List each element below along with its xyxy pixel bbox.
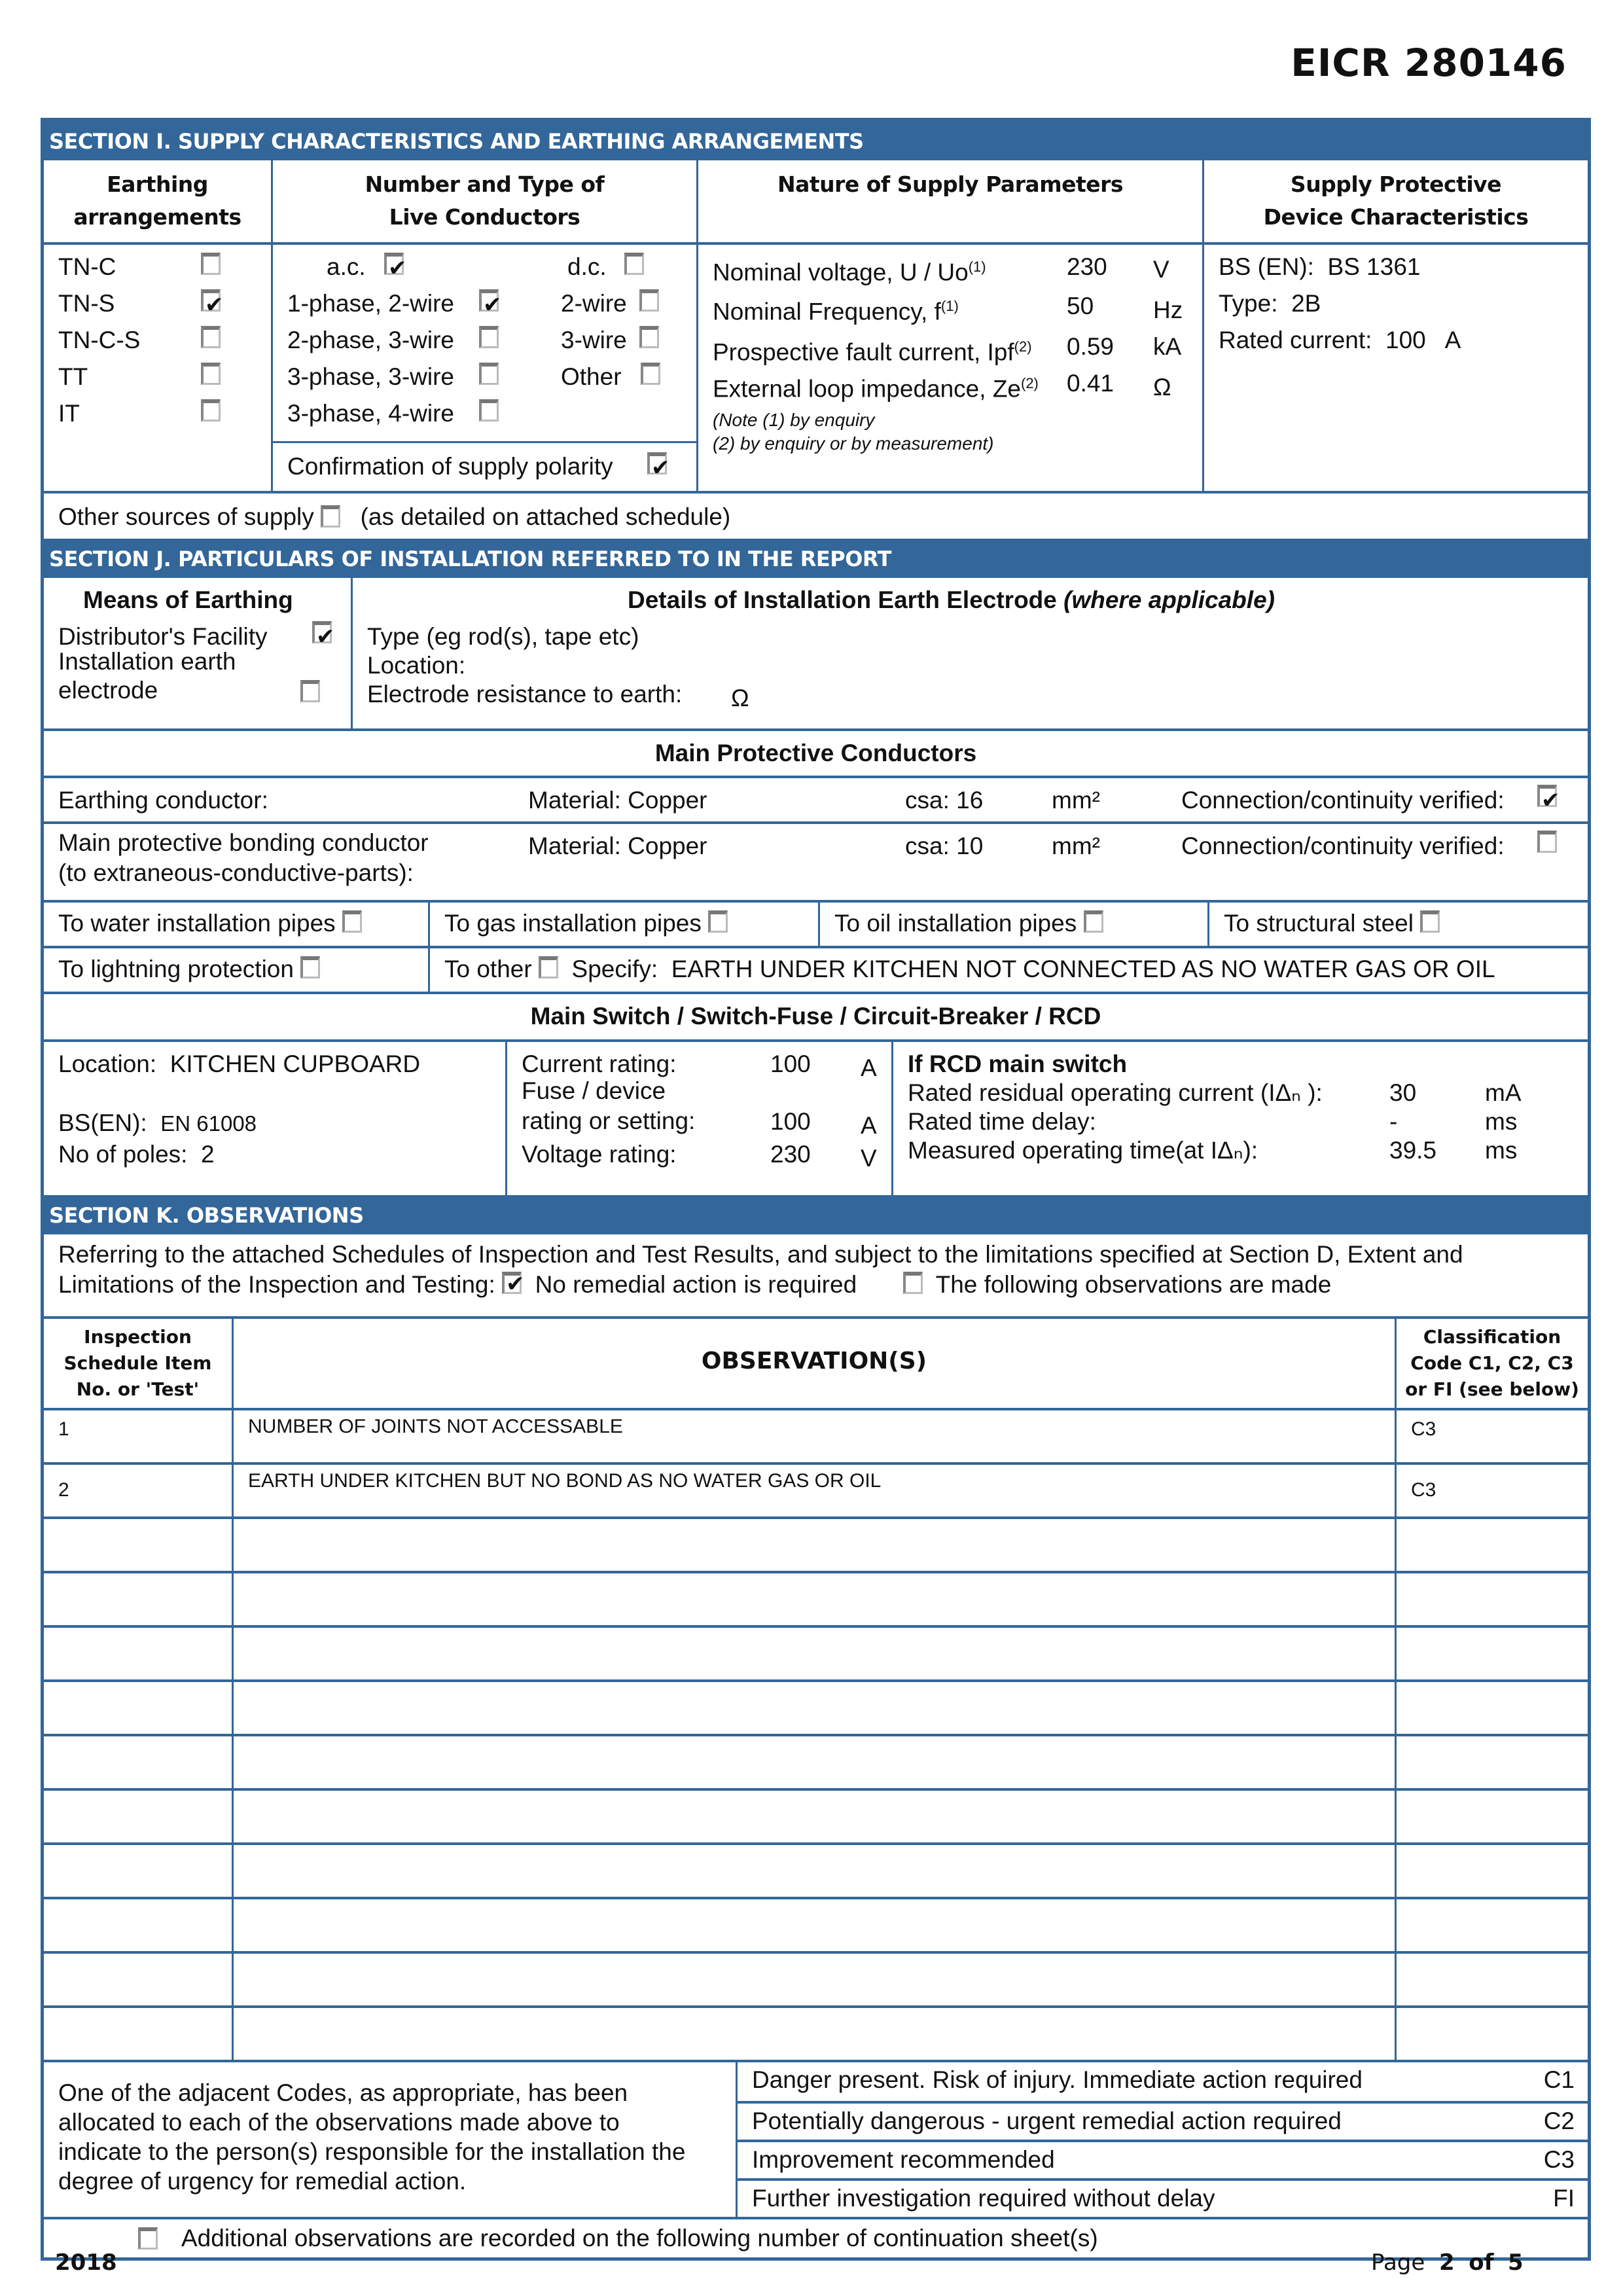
table-row <box>44 1842 1588 1897</box>
tn-c-checkbox[interactable] <box>201 253 221 275</box>
current-rating-unit: A <box>861 1054 877 1081</box>
section-j-header: SECTION J. PARTICULARS OF INSTALLATION REFERRED TO IN THE REPORT <box>44 539 1588 578</box>
main-switch-heading: Main Switch / Switch-Fuse / Circuit-Breaker / RCD <box>44 992 1588 1039</box>
earthing-conductor-row <box>44 776 1588 821</box>
dc-other-checkbox[interactable] <box>641 363 660 385</box>
fault-current-unit: kA <box>1153 333 1182 360</box>
voltage-rating-value: 230 <box>770 1141 811 1168</box>
nominal-frequency-value: 50 <box>1067 293 1094 319</box>
footer-year: 2018 <box>55 2250 117 2276</box>
polarity-checkbox[interactable] <box>647 452 667 475</box>
other-bonding-cell: To other Specify: EARTH UNDER KITCHEN NOT CONNECTED AS NO WATER GAS OR OIL <box>444 956 1495 982</box>
observation-item[interactable] <box>44 1954 234 2005</box>
main-switch-bs: BS(EN): EN 61008 <box>58 1109 257 1136</box>
observation-item[interactable] <box>44 1682 234 1734</box>
rcd-current-label: Rated residual operating current (IΔₙ ): <box>908 1079 1323 1106</box>
earthing-tt: TT <box>58 363 88 390</box>
main-switch-location-text: Location: KITCHEN CUPBOARD <box>58 1050 421 1077</box>
current-rating-label: Current rating: <box>522 1050 677 1077</box>
other-sources-checkbox[interactable] <box>321 505 340 528</box>
protective-device <box>1204 245 1588 491</box>
table-row <box>44 1679 1588 1734</box>
rcd-delay-label: Rated time delay: <box>908 1108 1096 1135</box>
table-row <box>44 1788 1588 1842</box>
code-column-heading: Classification Code C1, C2, C3 or FI (see below) <box>1405 1326 1579 1400</box>
electrode-location-label: Location: <box>367 652 466 679</box>
electrode-resistance-label: Electrode resistance to earth: <box>367 681 683 708</box>
additional-observations-checkbox[interactable] <box>138 2227 158 2250</box>
fuse-rating-unit: A <box>861 1112 877 1139</box>
rcd-time-label: Measured operating time(at IΔₙ): <box>908 1137 1258 1164</box>
observation-text[interactable] <box>234 1736 1397 1788</box>
structural-steel-checkbox[interactable] <box>1420 910 1440 933</box>
lightning-cell: To lightning protection <box>44 948 430 992</box>
current-rating-value: 100 <box>770 1050 811 1077</box>
table-row <box>44 2005 1588 2060</box>
nominal-frequency-label: Nominal Frequency, $f^{(1)}$ <box>713 298 959 325</box>
observation-code[interactable] <box>1397 1736 1588 1788</box>
bonding-conductor-unit: mm² <box>1052 833 1100 859</box>
earthing-tn-c: TN-C <box>58 253 116 280</box>
section-i-header: SECTION I. SUPPLY CHARACTERISTICS AND EARTHING ARRANGEMENTS <box>44 121 1588 160</box>
other-bonding-checkbox[interactable] <box>539 956 558 978</box>
installation-electrode-checkbox[interactable] <box>300 680 320 702</box>
device-type: Type: 2B <box>1219 290 1321 317</box>
table-row <box>44 1734 1588 1788</box>
observation-text[interactable] <box>234 1682 1397 1734</box>
electrode-details <box>353 578 1588 728</box>
dc-label: d.c. <box>567 253 607 280</box>
additional-observations-label: Additional observations are recorded on the following number of continuation sheet(s) <box>181 2225 1098 2251</box>
3-phase-4-wire-checkbox[interactable] <box>479 399 499 422</box>
observation-text[interactable] <box>234 1845 1397 1897</box>
observation-column-heading: OBSERVATION(S) <box>234 1319 1397 1408</box>
rcd-current-value: 30 <box>1389 1079 1417 1106</box>
ac-option-1: 1-phase, 2-wire <box>287 290 455 317</box>
bonding-conductor-verified-checkbox[interactable] <box>1537 831 1557 853</box>
additional-observations-row <box>44 2217 1588 2257</box>
means-of-earthing-heading: Means of Earthing <box>83 586 293 613</box>
observation-item[interactable] <box>44 1845 234 1897</box>
observation-text[interactable] <box>234 1573 1397 1625</box>
table-row <box>44 1462 1588 1516</box>
bonding-conductor-csa: csa: 10 <box>905 833 984 859</box>
observation-item[interactable] <box>44 1791 234 1842</box>
rcd-delay-value: - <box>1389 1108 1398 1135</box>
supply-notes: (Note (1) by enquiry (2) by enquiry or by measurement) <box>713 410 994 454</box>
dc-option-1: 2-wire <box>561 290 627 317</box>
earthing-tn-c-s: TN-C-S <box>58 327 141 353</box>
observation-text[interactable] <box>234 1899 1397 1951</box>
observation-code[interactable] <box>1397 1954 1588 2005</box>
item-column-heading: Inspection Schedule Item No. or 'Test' <box>44 1319 234 1408</box>
observation-text[interactable]: EARTH UNDER KITCHEN BUT NO BOND AS NO WATER GAS OR OIL <box>234 1465 1397 1516</box>
rcd-heading: If RCD main switch <box>908 1050 1128 1077</box>
observation-code[interactable] <box>1397 2008 1588 2060</box>
observations-made-label: The following observations are made <box>935 1271 1332 1298</box>
rcd-details <box>893 1042 1588 1195</box>
observation-text[interactable]: NUMBER OF JOINTS NOT ACCESSABLE <box>234 1410 1397 1462</box>
distributor-facility-label: Distributor's Facility <box>58 623 268 650</box>
dc-checkbox[interactable] <box>624 253 644 275</box>
observation-code[interactable] <box>1397 1519 1588 1571</box>
distributor-facility-checkbox[interactable] <box>312 621 332 643</box>
earthing-arrangements <box>44 245 273 491</box>
bonding-conductor-row <box>44 821 1588 900</box>
code-c3-row: Improvement recommended C3 <box>738 2140 1588 2178</box>
fault-current-label: Prospective fault current, Ipf$^{(2)}$ <box>713 338 1032 366</box>
rcd-time-unit: ms <box>1485 1137 1518 1164</box>
ac-option-4: 3-phase, 4-wire <box>287 400 455 427</box>
supply-parameters-heading: Nature of Supply Parameters <box>698 160 1204 242</box>
voltage-rating-label: Voltage rating: <box>522 1141 677 1168</box>
polarity-box <box>273 441 696 495</box>
structural-steel-cell: To structural steel <box>1209 903 1588 946</box>
loop-impedance-value: 0.41 <box>1067 370 1115 397</box>
report-form <box>41 118 1591 2261</box>
fuse-rating-label: Fuse / device rating or setting: <box>522 1077 696 1134</box>
main-switch-poles: No of poles: 2 <box>58 1141 215 1168</box>
ac-checkbox[interactable] <box>384 253 404 275</box>
observation-text[interactable] <box>234 1791 1397 1842</box>
2-phase-3-wire-checkbox[interactable] <box>479 326 499 348</box>
lightning-other-row <box>44 946 1588 992</box>
codes-note: One of the adjacent Codes, as appropriate, has been allocated to each of the observations made above to indicate to the person(s) responsible for the installation the degree of urgency for remedial action. <box>44 2062 738 2217</box>
observations-table-body <box>44 1408 1588 2060</box>
code-fi-row: Further investigation required without delay FI <box>738 2178 1588 2217</box>
bonding-targets-row <box>44 900 1588 946</box>
observation-item[interactable] <box>44 2008 234 2060</box>
observation-item[interactable] <box>44 1573 234 1625</box>
other-sources-row <box>44 491 1588 539</box>
main-switch-row <box>44 1039 1588 1195</box>
electrode-resistance-unit: Ω <box>731 685 749 711</box>
nominal-voltage-value: 230 <box>1067 253 1107 280</box>
fuse-rating-value: 100 <box>770 1108 811 1135</box>
earthing-conductor-unit: mm² <box>1052 787 1100 814</box>
rcd-time-value: 39.5 <box>1389 1137 1437 1164</box>
rcd-current-unit: mA <box>1485 1079 1522 1106</box>
section-k-header: SECTION K. OBSERVATIONS <box>44 1195 1588 1234</box>
classification-codes-row <box>44 2060 1588 2217</box>
means-of-earthing <box>44 578 353 728</box>
no-remedial-checkbox[interactable] <box>502 1272 522 1294</box>
section-i-content <box>44 242 1588 491</box>
nominal-frequency-unit: Hz <box>1153 296 1183 323</box>
observations-table-header <box>44 1316 1588 1408</box>
earthing-arrangements-heading: Earthing arrangements <box>44 160 273 242</box>
live-conductors-heading: Number and Type of Live Conductors <box>273 160 698 242</box>
nominal-voltage-unit: V <box>1153 256 1169 283</box>
observation-item[interactable] <box>44 1736 234 1788</box>
earthing-means-row <box>44 578 1588 728</box>
bonding-conductor-verified-label: Connection/continuity verified: <box>1181 833 1505 859</box>
observation-code[interactable]: C3 <box>1411 1418 1436 1440</box>
lightning-checkbox[interactable] <box>300 956 320 978</box>
supply-parameters <box>698 245 1204 491</box>
ac-option-3: 3-phase, 3-wire <box>287 363 455 390</box>
device-bs: BS (EN): BS 1361 <box>1219 253 1421 280</box>
observation-code[interactable] <box>1397 1845 1588 1897</box>
installation-electrode-label: Installation earth electrode <box>58 648 236 704</box>
dc-option-3: Other <box>561 363 622 390</box>
oil-pipes-cell: To oil installation pipes <box>820 903 1209 946</box>
fault-current-value: 0.59 <box>1067 333 1115 360</box>
observation-code[interactable] <box>1397 1573 1588 1625</box>
no-remedial-label: No remedial action is required <box>535 1271 857 1298</box>
table-row <box>44 1625 1588 1679</box>
codes-legend <box>738 2062 1588 2217</box>
3-phase-3-wire-checkbox[interactable] <box>479 363 499 385</box>
bonding-conductor-material: Material: Copper <box>528 833 707 859</box>
live-conductors <box>273 245 698 491</box>
electrode-type-label: Type (eg rod(s), tape etc) <box>367 623 639 650</box>
protective-device-heading: Supply Protective Device Characteristics <box>1263 171 1529 230</box>
ac-label: a.c. <box>327 253 366 280</box>
observation-item[interactable] <box>44 1628 234 1679</box>
table-row <box>44 1897 1588 1951</box>
observation-code[interactable] <box>1397 1899 1588 1951</box>
observation-code[interactable] <box>1397 1628 1588 1679</box>
observation-item[interactable] <box>44 1519 234 1571</box>
bonding-conductor-label: Main protective bonding conductor (to extraneous-conductive-parts): <box>58 829 429 886</box>
voltage-rating-unit: V <box>861 1145 877 1172</box>
observation-text[interactable] <box>234 2008 1397 2060</box>
gas-pipes-cell: To gas installation pipes <box>430 903 820 946</box>
device-rated-current: Rated current: 100 A <box>1219 327 1461 353</box>
other-sources-suffix: (as detailed on attached schedule) <box>360 503 731 530</box>
dc-2-wire-checkbox[interactable] <box>639 289 659 312</box>
other-sources-label: Other sources of supply <box>58 503 314 530</box>
table-row <box>44 1408 1588 1462</box>
tt-checkbox[interactable] <box>201 363 221 385</box>
observation-text[interactable] <box>234 1519 1397 1571</box>
it-checkbox[interactable] <box>201 399 221 422</box>
electrode-details-heading: Details of Installation Earth Electrode (where applicable) <box>628 586 1275 613</box>
observation-code[interactable]: C3 <box>1411 1479 1436 1501</box>
main-switch-ratings <box>507 1042 893 1195</box>
dc-3-wire-checkbox[interactable] <box>639 326 659 348</box>
gas-pipes-checkbox[interactable] <box>708 910 728 933</box>
tn-c-s-checkbox[interactable] <box>201 326 221 348</box>
oil-pipes-checkbox[interactable] <box>1084 910 1103 933</box>
observations-intro: Referring to the attached Schedules of Inspection and Test Results, and subject to the limitations specified at Section D, Extent and Limitations of the Inspection and Testing: ✔ No remedial action is required The following observations are made <box>44 1234 1588 1316</box>
earthing-conductor-verified-label: Connection/continuity verified: <box>1181 787 1505 814</box>
table-row <box>44 1951 1588 2005</box>
polarity-label: Confirmation of supply polarity <box>287 453 613 480</box>
water-pipes-cell: To water installation pipes <box>44 903 430 946</box>
observation-text[interactable] <box>234 1954 1397 2005</box>
code-c2-row: Potentially dangerous - urgent remedial action required C2 <box>738 2101 1588 2140</box>
observation-code[interactable] <box>1397 1682 1588 1734</box>
earthing-it: IT <box>58 400 80 427</box>
table-row <box>44 1516 1588 1571</box>
report-title: EICR 280146 <box>1291 41 1567 85</box>
dc-option-2: 3-wire <box>561 327 627 353</box>
rcd-delay-unit: ms <box>1485 1108 1518 1135</box>
page-indicator: Page 2 of 5 <box>1371 2250 1524 2276</box>
observations-made-checkbox[interactable] <box>903 1272 923 1294</box>
observation-item[interactable]: 2 <box>44 1465 234 1516</box>
main-switch-location <box>44 1042 507 1195</box>
table-row <box>44 1571 1588 1625</box>
nominal-voltage-label: Nominal voltage, U / Uo$^{(1)}$ <box>713 259 986 286</box>
water-pipes-checkbox[interactable] <box>342 910 362 933</box>
other-specify-value: EARTH UNDER KITCHEN NOT CONNECTED AS NO WATER GAS OR OIL <box>671 956 1495 982</box>
observation-item[interactable] <box>44 1899 234 1951</box>
earthing-conductor-csa: csa: 16 <box>905 787 984 814</box>
earthing-conductor-material: Material: Copper <box>528 787 707 814</box>
observation-item[interactable]: 1 <box>44 1410 234 1462</box>
1-phase-2-wire-checkbox[interactable] <box>479 289 499 312</box>
observation-text[interactable] <box>234 1628 1397 1679</box>
observation-code[interactable] <box>1397 1791 1588 1842</box>
ac-option-2: 2-phase, 3-wire <box>287 327 455 353</box>
code-c1-row: Danger present. Risk of injury. Immediate action required C1 <box>752 2066 1575 2093</box>
tn-s-checkbox[interactable] <box>201 289 221 312</box>
earthing-conductor-label: Earthing conductor: <box>58 787 268 814</box>
loop-impedance-unit: Ω <box>1153 374 1171 401</box>
earthing-tn-s: TN-S <box>58 290 115 317</box>
loop-impedance-label: External loop impedance, Ze$^{(2)}$ <box>713 375 1039 403</box>
earthing-conductor-verified-checkbox[interactable] <box>1537 785 1557 807</box>
main-protective-conductors-heading: Main Protective Conductors <box>44 728 1588 776</box>
section-i-column-headers <box>44 160 1588 242</box>
